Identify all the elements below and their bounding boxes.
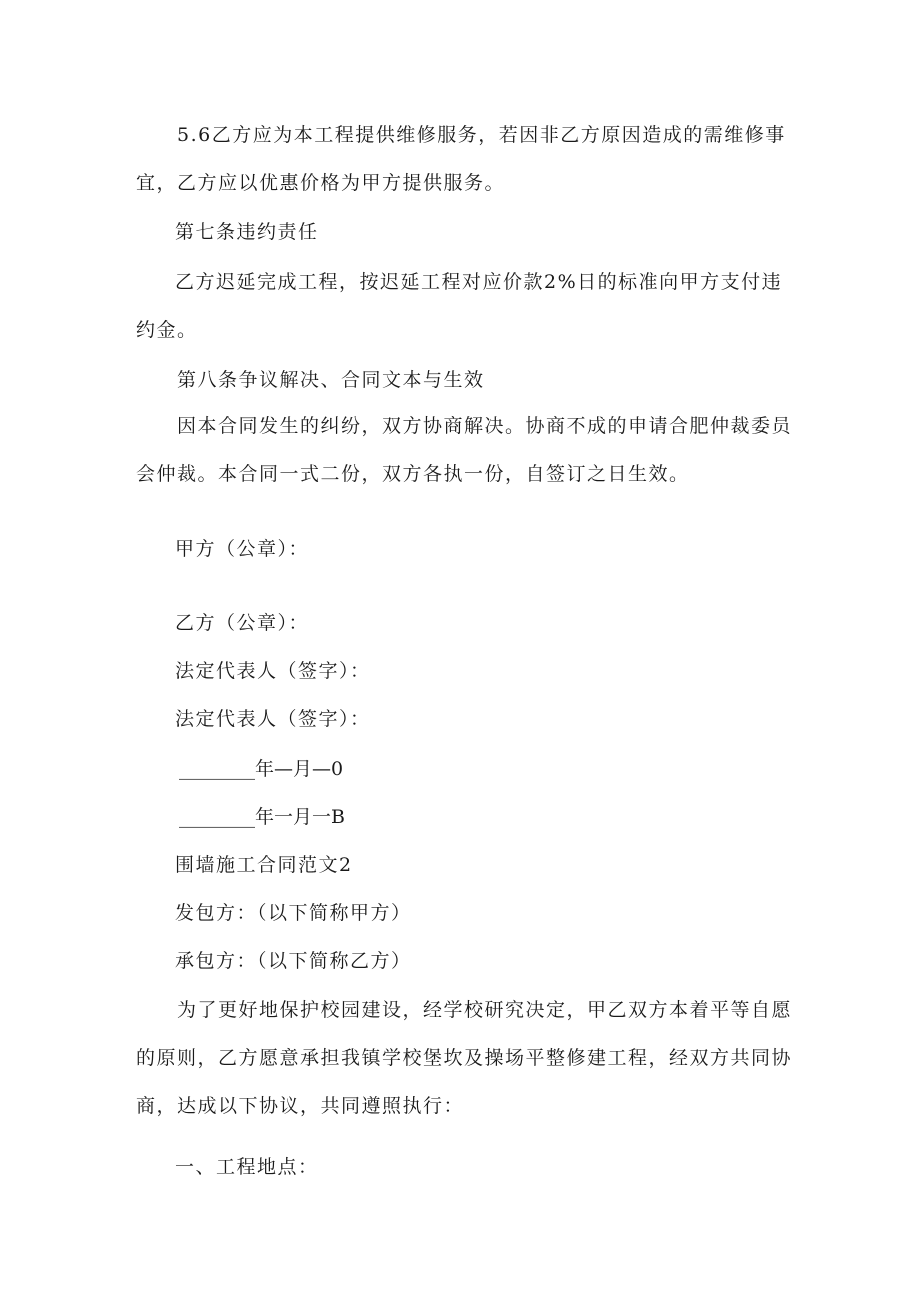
article-8-line-1: 因本合同发生的纠纷，双方协商解决。协商不成的申请合肥仲裁委员	[177, 415, 793, 437]
article-8-line-2: 会仲裁。本合同一式二份，双方各执一份，自签订之日生效。	[136, 463, 690, 485]
intro-line-1: 为了更好地保护校园建设，经学校研究决定，甲乙双方本着平等自愿	[177, 999, 793, 1021]
clause-5-6-line-2: 宜，乙方应以优惠价格为甲方提供服务。	[136, 172, 506, 194]
party-a-seal-label: 甲方（公章）：	[175, 538, 310, 560]
clause-5-6-line-1: 5.6乙方应为本工程提供维修服务，若因非乙方原因造成的需维修事	[177, 124, 786, 146]
legal-rep-signature-label-1: 法定代表人（签字）：	[175, 660, 371, 682]
article-7-heading: 第七条违约责任	[175, 221, 319, 243]
legal-rep-signature-label-2: 法定代表人（签字）：	[175, 708, 371, 730]
section-1-heading: 一、工程地点：	[175, 1156, 319, 1178]
article-7-line-1: 乙方迟延完成工程，按迟延工程对应价款2%日的标准向甲方支付违	[175, 271, 783, 293]
contractor-line: 承包方：（以下简称乙方）	[175, 950, 412, 972]
date-line-2: ________年一月一B	[179, 806, 345, 828]
intro-line-3: 商，达成以下协议，共同遵照执行：	[136, 1095, 465, 1117]
employer-line: 发包方：（以下简称甲方）	[175, 902, 412, 924]
party-b-seal-label: 乙方（公章）：	[175, 612, 310, 634]
contract-2-title: 围墙施工合同范文2	[175, 854, 353, 876]
date-line-1: ________年—月—0	[179, 758, 344, 780]
article-8-heading: 第八条争议解决、合同文本与生效	[177, 369, 485, 391]
article-7-line-2: 约金。	[136, 319, 198, 341]
intro-line-2: 的原则，乙方愿意承担我镇学校堡坎及操场平整修建工程，经双方共同协	[136, 1047, 793, 1069]
